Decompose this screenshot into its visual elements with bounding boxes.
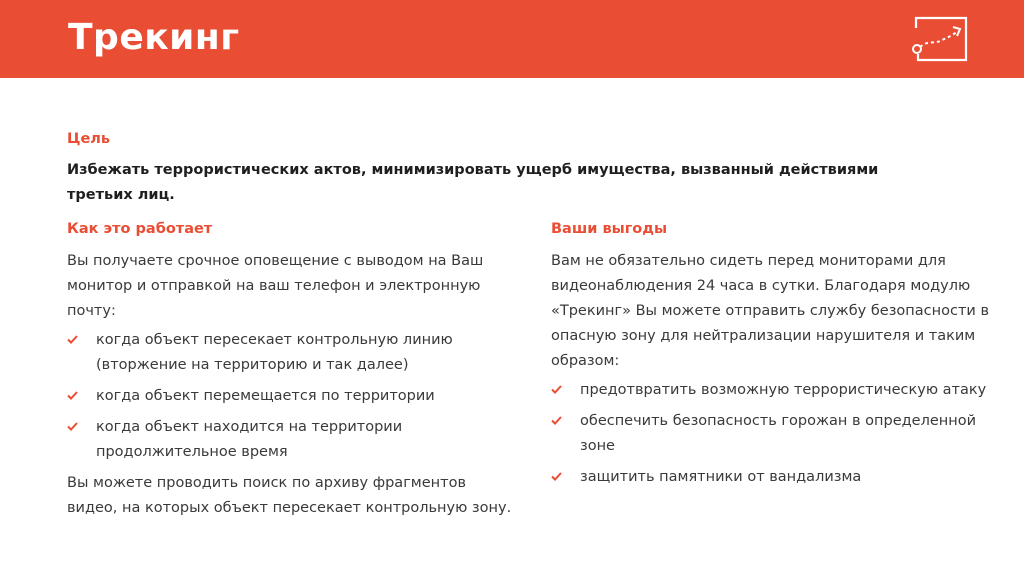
goal-label: Цель (67, 131, 111, 147)
how-it-works-label: Как это работает (67, 221, 213, 237)
tracking-route-icon (910, 14, 968, 64)
list-item (67, 328, 517, 378)
page-title: Трекинг (68, 17, 240, 58)
checkmark-icon (551, 472, 562, 481)
list-item (551, 378, 991, 403)
benefits-label: Ваши выгоды (551, 221, 668, 237)
list-item-text: когда объект перемещается по территории (96, 388, 435, 404)
checkmark-icon (67, 422, 78, 431)
checkmark-icon (67, 391, 78, 400)
benefits-intro: Вам не обязательно сидеть перед мониторами для видеонаблюдения 24 часа в сутки. Благодаря модулю «Трекинг» Вы можете отправить службу безопасности в опасную зону для нейтрализации нарушителя и таким образом: (551, 253, 989, 369)
checkmark-icon (551, 385, 562, 394)
list-item (67, 415, 517, 465)
how-it-works-intro: Вы получаете срочное оповещение с выводом на Ваш монитор и отправкой на ваш телефон и электронную почту: (67, 253, 484, 319)
list-item-text: предотвратить возможную террористическую атаку (580, 382, 987, 398)
goal-text: Избежать террористических актов, минимизировать ущерб имущества, вызванный действиями третьих лиц. (67, 162, 879, 203)
benefits-list (551, 378, 991, 490)
header-bar (0, 0, 1024, 78)
list-item-text: защитить памятники от вандализма (580, 469, 862, 485)
checkmark-icon (551, 416, 562, 425)
how-it-works-outro: Вы можете проводить поиск по архиву фрагментов видео, на которых объект пересекает контрольную зону. (67, 475, 512, 516)
how-it-works-list (67, 328, 517, 465)
list-item-text: когда объект находится на территории продолжительное время (96, 419, 403, 460)
list-item (551, 409, 991, 459)
checkmark-icon (67, 335, 78, 344)
benefits-section (551, 219, 991, 496)
how-it-works-section (67, 219, 517, 521)
list-item-text: обеспечить безопасность горожан в определенной зоне (580, 413, 977, 454)
list-item (551, 465, 991, 490)
list-item (67, 384, 517, 409)
list-item-text: когда объект пересекает контрольную линию (вторжение на территорию и так далее) (96, 332, 453, 373)
